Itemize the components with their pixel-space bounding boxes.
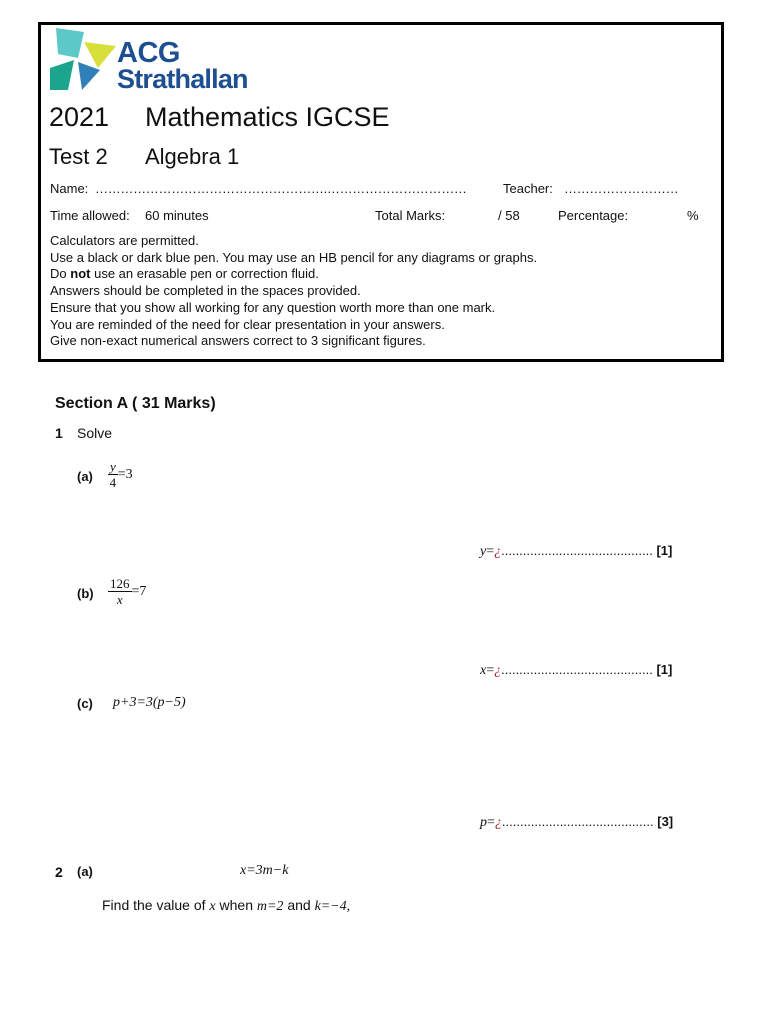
name-label: Name: xyxy=(50,181,89,196)
test-topic: Algebra 1 xyxy=(145,144,240,169)
q1b-label: (b) xyxy=(77,586,94,601)
instructions xyxy=(50,233,537,350)
q1a-equation: $\frac{y}{4}$ =3 xyxy=(109,459,133,490)
name-field[interactable]: ……………………………………………….…………………………… xyxy=(95,181,467,196)
teacher-field[interactable]: ……………………… xyxy=(564,181,679,196)
logo-text-acg: ACG xyxy=(117,37,180,69)
percentage-sign: % xyxy=(687,208,699,223)
instruction-line: Do not use an erasable pen or correction fluid. xyxy=(50,266,319,282)
q1c-label: (c) xyxy=(77,696,93,711)
question-1-text: Solve xyxy=(77,425,113,441)
instruction-line: Answers should be completed in the spaces provided. xyxy=(50,283,361,299)
logo-text-strathallan: Strathallan xyxy=(117,64,248,94)
total-marks-value: / 58 xyxy=(498,208,520,223)
question-1-number: 1 xyxy=(55,425,63,441)
q1a-answer-line[interactable]: y=¿.......................................... [1] xyxy=(480,543,673,559)
question-2-number: 2 xyxy=(55,864,63,880)
instruction-line: Ensure that you show all working for any question worth more than one mark. xyxy=(50,299,496,315)
q2a-question-text: Find the value of x when m=2 and k=−4, xyxy=(102,897,351,914)
instruction-line: Use a black or dark blue pen. You may use an HB pencil for any diagrams or graphs. xyxy=(50,249,538,265)
q1a-label: (a) xyxy=(77,469,93,484)
q2a-equation: x=3m−k xyxy=(240,863,289,878)
time-value: 60 minutes xyxy=(145,208,209,223)
percentage-label: Percentage: xyxy=(558,208,629,223)
total-marks-label: Total Marks: xyxy=(375,208,446,223)
q1c-answer-line[interactable]: p=¿.......................................... [3] xyxy=(480,814,674,830)
q1c-equation: p+3=3(p−5) xyxy=(113,695,186,710)
instruction-line: Give non-exact numerical answers correct to 3 significant figures. xyxy=(50,333,426,349)
exam-subject: Mathematics IGCSE xyxy=(145,102,390,132)
teacher-label: Teacher: xyxy=(503,181,553,196)
q1b-answer-line[interactable]: x=¿.......................................... [1] xyxy=(480,662,673,678)
q2a-label: (a) xyxy=(77,864,93,879)
time-label: Time allowed: xyxy=(50,208,130,223)
instruction-line: Calculators are permitted. xyxy=(50,233,199,248)
instruction-line: You are reminded of the need for clear presentation in your answers. xyxy=(50,316,445,332)
test-number: Test 2 xyxy=(49,144,108,169)
section-a-title: Section A ( 31 Marks) xyxy=(55,395,216,412)
q1b-equation: $\frac{126}{x}$ =7 xyxy=(110,576,147,607)
exam-year: 2021 xyxy=(49,102,110,132)
